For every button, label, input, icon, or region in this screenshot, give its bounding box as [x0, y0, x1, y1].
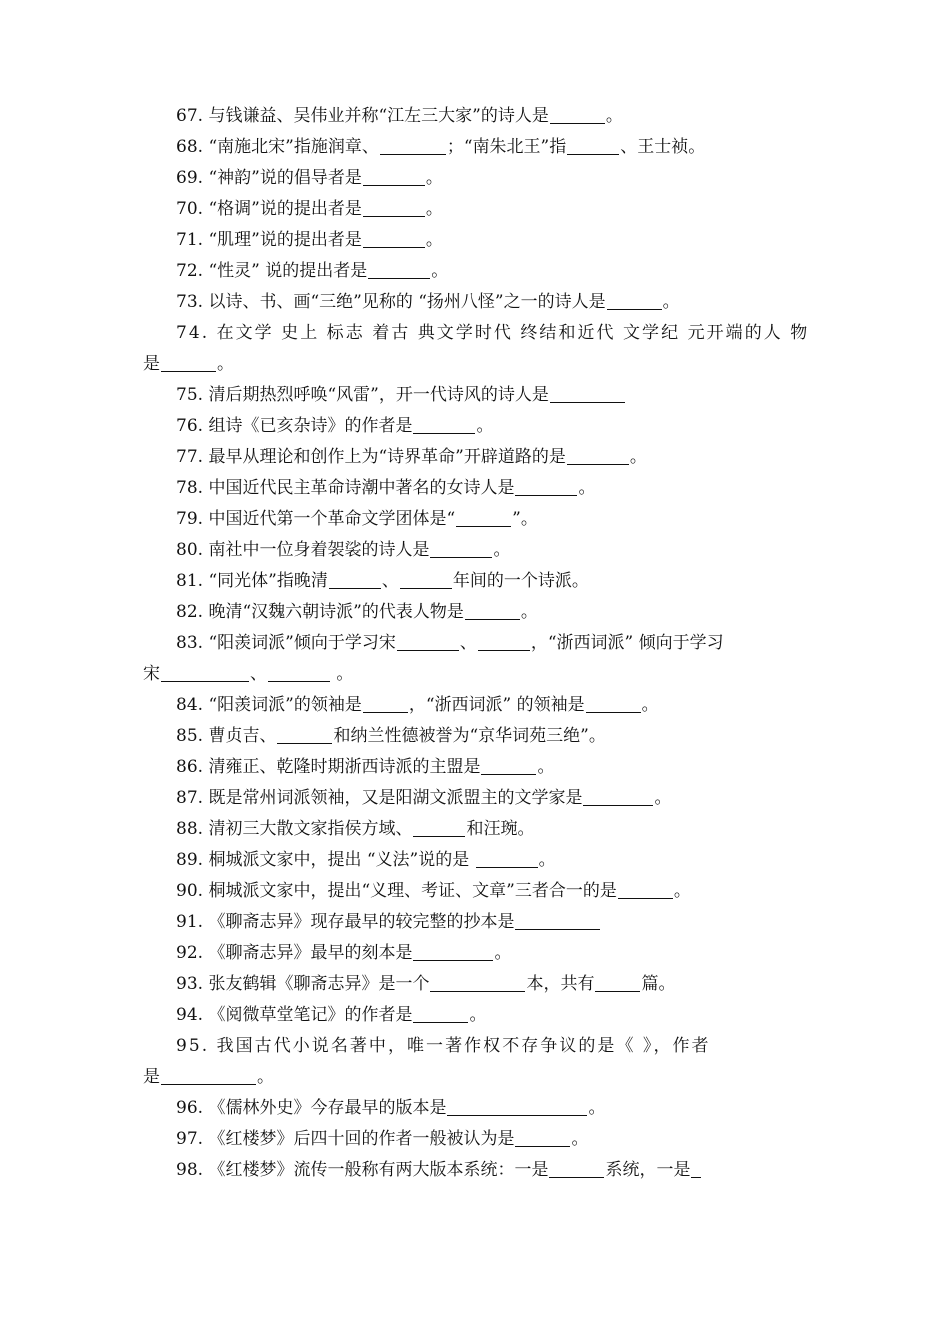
question-line-q83b: [143, 659, 808, 690]
question-text: 77. 最早从理论和创作上为“诗界革命”开辟道路的是: [176, 447, 566, 467]
question-text: 。: [331, 664, 354, 684]
question-line-q76: [143, 411, 808, 442]
question-text: 和汪琬。: [466, 819, 535, 839]
answer-blank[interactable]: [691, 1159, 701, 1178]
question-line-q78: [143, 473, 808, 504]
answer-blank[interactable]: [550, 384, 625, 403]
question-line-q80: [143, 535, 808, 566]
answer-blank[interactable]: [363, 229, 425, 248]
question-text: ，“浙西词派” 倾向于学习: [530, 633, 724, 653]
question-line-q72: [143, 256, 808, 287]
question-text: 98. 《红楼梦》流传一般称有两大版本系统：一是: [176, 1160, 549, 1180]
answer-blank[interactable]: [567, 136, 619, 155]
question-text: 96. 《儒林外史》今存最早的版本是: [176, 1098, 447, 1118]
question-text: 。: [538, 850, 556, 870]
question-line-q67: [143, 101, 808, 132]
question-text: 。: [641, 695, 659, 715]
question-text: 78. 中国近代民主革命诗潮中著名的女诗人是: [176, 478, 515, 498]
question-line-q70: [143, 194, 808, 225]
question-line-q92: [143, 938, 808, 969]
question-text: 篇。: [641, 974, 676, 994]
answer-blank[interactable]: [161, 1066, 256, 1085]
answer-blank[interactable]: [363, 167, 425, 186]
question-line-q74b: [143, 349, 808, 380]
question-text: 。: [431, 261, 449, 281]
question-text: 91. 《聊斋志异》现存最早的较完整的抄本是: [176, 912, 515, 932]
question-text: 。: [257, 1067, 274, 1087]
question-text: 、: [381, 571, 399, 591]
question-line-q75: [143, 380, 808, 411]
question-line-q82: [143, 597, 808, 628]
answer-blank[interactable]: [618, 880, 673, 899]
question-line-q88: [143, 814, 808, 845]
question-text: 。: [425, 230, 443, 250]
question-text: 、: [250, 664, 267, 684]
question-text: 90. 桐城派文家中，提出“义理、考证、文章”三者合一的是: [176, 881, 617, 901]
question-text: 。: [673, 881, 691, 901]
answer-blank[interactable]: [586, 694, 641, 713]
question-text: 。: [520, 602, 538, 622]
question-text: ，“浙西词派” 的领袖是: [408, 695, 585, 715]
answer-blank[interactable]: [595, 973, 640, 992]
question-text: 68. “南施北宋”指施润章、: [176, 137, 379, 157]
question-text: 88. 清初三大散文家指侯方域、: [176, 819, 413, 839]
question-text: 。: [588, 1098, 606, 1118]
question-text: 93. 张友鹤辑《聊斋志异》是一个: [176, 974, 430, 994]
question-text: 87. 既是常州词派领袖，又是阳湖文派盟主的文学家是: [176, 788, 583, 808]
question-line-q89: [143, 845, 808, 876]
answer-blank[interactable]: [550, 105, 605, 124]
question-line-q95a: [143, 1031, 808, 1062]
answer-blank[interactable]: [413, 818, 465, 837]
question-text: 82. 晚清“汉魏六朝诗派”的代表人物是: [176, 602, 464, 622]
question-text: ”。: [512, 509, 538, 529]
question-text: 。: [605, 106, 623, 126]
answer-blank[interactable]: [277, 725, 332, 744]
question-line-q87: [143, 783, 808, 814]
question-line-q74a: [143, 318, 808, 349]
answer-blank[interactable]: [456, 508, 511, 527]
question-text: 75. 清后期热烈呼唤“风雷”，开一代诗风的诗人是: [176, 385, 549, 405]
question-text: 70. “格调”说的提出者是: [176, 199, 362, 219]
question-line-q91: [143, 907, 808, 938]
answer-blank[interactable]: [413, 1004, 468, 1023]
question-text: 79. 中国近代第一个革命文学团体是“: [176, 509, 456, 529]
answer-blank[interactable]: [447, 1097, 587, 1116]
answer-blank[interactable]: [549, 1159, 604, 1178]
answer-blank[interactable]: [363, 694, 408, 713]
question-text: 97. 《红楼梦》后四十回的作者一般被认为是: [176, 1129, 515, 1149]
question-line-q90: [143, 876, 808, 907]
question-text: 。: [537, 757, 555, 777]
answer-blank[interactable]: [430, 539, 492, 558]
question-line-q94: [143, 1000, 808, 1031]
question-text: 69. “神韵”说的倡导者是: [176, 168, 362, 188]
question-line-q97: [143, 1124, 808, 1155]
answer-blank[interactable]: [380, 136, 446, 155]
answer-blank[interactable]: [368, 260, 430, 279]
answer-blank[interactable]: [430, 973, 525, 992]
answer-blank[interactable]: [607, 291, 662, 310]
question-text: 。: [469, 1005, 487, 1025]
question-text: 。: [662, 292, 680, 312]
question-text: 。: [425, 199, 443, 219]
question-text: ；“南朱北王”指: [446, 137, 567, 157]
answer-blank[interactable]: [515, 477, 577, 496]
question-text: 年间的一个诗派。: [452, 571, 589, 591]
question-text: 92. 《聊斋志异》最早的刻本是: [176, 943, 413, 963]
question-line-q77: [143, 442, 808, 473]
question-text: 76. 组诗《已亥杂诗》的作者是: [176, 416, 413, 436]
question-text: 67. 与钱谦益、吴伟业并称“江左三大家”的诗人是: [176, 106, 549, 126]
question-text: 72. “性灵” 说的提出者是: [176, 261, 368, 281]
question-line-q86: [143, 752, 808, 783]
question-text: 80. 南社中一位身着袈裟的诗人是: [176, 540, 430, 560]
question-line-q68: [143, 132, 808, 163]
question-line-q73: [143, 287, 808, 318]
question-text: 、王士祯。: [620, 137, 706, 157]
question-text: 71. “肌理”说的提出者是: [176, 230, 362, 250]
question-text: 74. 在文学 史上 标志 着古 典文学时代 终结和近代 文学纪 元开端的人 物: [176, 323, 810, 343]
question-text: 系统，一是: [605, 1160, 691, 1180]
question-line-q79: [143, 504, 808, 535]
question-line-q83a: [143, 628, 808, 659]
question-text: 84. “阳羡词派”的领袖是: [176, 695, 362, 715]
question-line-q84: [143, 690, 808, 721]
answer-blank[interactable]: [268, 663, 330, 682]
question-text: 本，共有: [526, 974, 595, 994]
question-line-q98: [143, 1155, 808, 1186]
question-line-q81: [143, 566, 808, 597]
question-text: 。: [629, 447, 647, 467]
question-text: 是: [143, 1067, 160, 1087]
question-line-q96: [143, 1093, 808, 1124]
question-text: 95. 我国古代小说名著中，唯一著作权不存争议的是《 》，作者: [176, 1036, 711, 1056]
question-text: 73. 以诗、书、画“三绝”见称的 “扬州八怪”之一的诗人是: [176, 292, 606, 312]
question-line-q71: [143, 225, 808, 256]
question-text: 。: [217, 354, 234, 374]
question-text: 94. 《阅微草堂笔记》的作者是: [176, 1005, 413, 1025]
question-text: 。: [494, 943, 512, 963]
answer-blank[interactable]: [329, 570, 381, 589]
question-line-q85: [143, 721, 808, 752]
answer-blank[interactable]: [476, 849, 538, 868]
answer-blank[interactable]: [397, 632, 459, 651]
question-text: 。: [654, 788, 672, 808]
question-text: 83. “阳羡词派”倾向于学习宋: [176, 633, 396, 653]
question-text: 是: [143, 354, 160, 374]
answer-blank[interactable]: [583, 787, 653, 806]
answer-blank[interactable]: [413, 415, 475, 434]
question-text: 。: [425, 168, 443, 188]
answer-blank[interactable]: [465, 601, 520, 620]
question-text: 、: [459, 633, 477, 653]
question-line-q93: [143, 969, 808, 1000]
answer-blank[interactable]: [400, 570, 452, 589]
answer-blank[interactable]: [413, 942, 493, 961]
answer-blank[interactable]: [481, 756, 536, 775]
answer-blank[interactable]: [515, 911, 600, 930]
answer-blank[interactable]: [478, 632, 530, 651]
question-text: 85. 曹贞吉、: [176, 726, 277, 746]
question-text: 81. “同光体”指晚清: [176, 571, 328, 591]
question-text: 89. 桐城派文家中，提出 “义法”说的是: [176, 850, 475, 870]
question-line-q95b: [143, 1062, 808, 1093]
question-text: 86. 清雍正、乾隆时期浙西诗派的主盟是: [176, 757, 481, 777]
answer-blank[interactable]: [161, 353, 216, 372]
question-text: 。: [578, 478, 596, 498]
question-text: 宋: [143, 664, 160, 684]
answer-blank[interactable]: [363, 198, 425, 217]
answer-blank[interactable]: [515, 1128, 570, 1147]
question-line-q69: [143, 163, 808, 194]
answer-blank[interactable]: [567, 446, 629, 465]
question-list: [143, 101, 808, 1186]
question-text: 。: [476, 416, 494, 436]
question-text: 。: [493, 540, 511, 560]
question-text: 和纳兰性德被誉为“京华词苑三绝”。: [333, 726, 606, 746]
question-text: 。: [571, 1129, 589, 1149]
answer-blank[interactable]: [161, 663, 249, 682]
